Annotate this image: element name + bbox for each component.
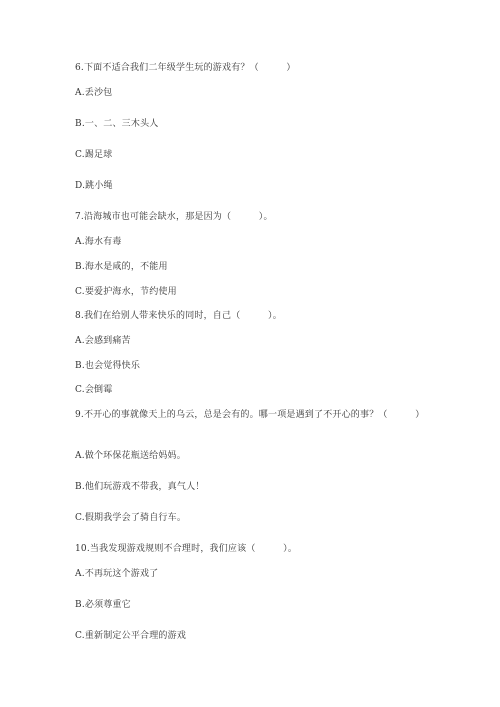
question-6-option-d: D.跳小绳 [75,181,113,191]
question-7-stem: 7.沿海城市也可能会缺水，那是因为（ ）。 [75,212,273,222]
question-8-stem: 8.我们在给别人带来快乐的同时，自己（ ）。 [75,311,282,321]
question-8-option-a: A.会感到痛苦 [75,336,131,346]
question-10-stem: 10.当我发现游戏规则不合理时，我们应该（ ）。 [75,544,298,554]
question-9-option-c: C.假期我学会了骑自行车。 [75,513,187,523]
question-8-option-b: B.也会觉得快乐 [75,361,141,371]
question-6-option-b: B.一、二、三木头人 [75,119,159,129]
question-6-stem: 6.下面不适合我们二年级学生玩的游戏有？（ ） [75,63,296,73]
question-7-option-a: A.海水有毒 [75,237,122,247]
question-8-option-c: C.会倒霉 [75,385,113,395]
question-6-option-c: C.踢足球 [75,150,113,160]
question-7-option-b: B.海水是咸的，不能用 [75,262,168,272]
question-10-option-a: A.不再玩这个游戏了 [75,569,159,579]
question-9-option-a: A.做个环保花瓶送给妈妈。 [75,451,186,461]
question-10-option-b: B.必须尊重它 [75,600,131,610]
question-10-option-c: C.重新制定公平合理的游戏 [75,631,187,641]
question-9-stem: 9.不开心的事就像天上的乌云，总是会有的。哪一项是遇到了不开心的事？（ ） [75,410,425,420]
question-6-option-a: A.丢沙包 [75,88,113,98]
question-7-option-c: C.要爱护海水，节约使用 [75,287,177,297]
question-9-option-b: B.他们玩游戏不带我，真气人！ [75,482,205,492]
